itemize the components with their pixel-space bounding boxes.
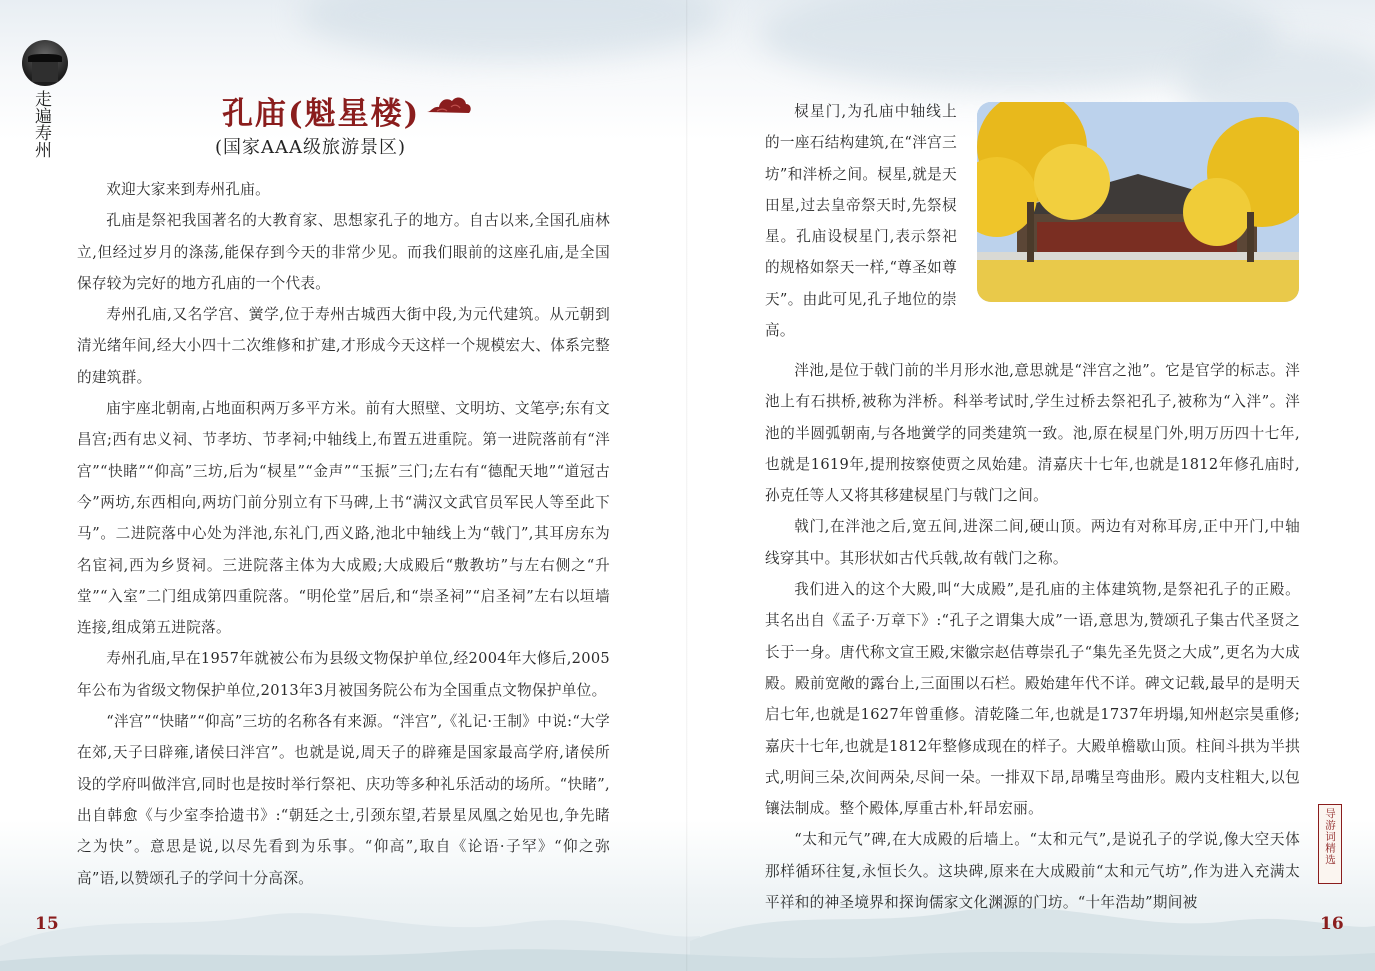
page-title: 孔庙(魁星楼) bbox=[222, 96, 421, 132]
paragraph: 寿州孔庙,又名学宫、黉学,位于寿州古城西大街中段,为元代建筑。从元朝到清光绪年间,经大小四十二次维修和扩建,才形成今天这样一个规模宏大、体系完整的建筑群。 bbox=[77, 306, 610, 386]
paragraph: “太和元气”碑,在大成殿的后墙上。“太和元气”,是说孔子的学说,像大空天体那样循环往复,永恒长久。这块碑,原来在大成殿前“太和元气坊”,作为进入充满太平祥和的神圣境界和探询儒家文化渊源的门坊。“十年浩劫”期间被 bbox=[765, 831, 1300, 912]
cloud-ornament-icon bbox=[425, 92, 473, 118]
temple-photo bbox=[977, 102, 1299, 302]
paragraph: 我们进入的这个大殿,叫“大成殿”,是孔庙的主体建筑物,是祭祀孔子的正殿。其名出自《孟子·万章下》:“孔子之谓集大成”一语,意思为,赞颂孔子集古代圣贤之长于一身。唐代称文宣王殿,宋徽宗赵佶尊崇孔子“集先圣先贤之大成”,更名为大成殿。殿前宽敞的露台上,三面围以石栏。殿始建年代不详。碑文记载,最早的是明天启七年,也就是1627年曾重修。清乾隆二年,也就是1737年坍塌,知州赵宗昊重修;嘉庆十七年,也就是1812年整修成现在的样子。大殿单檐歇山顶。柱间斗拱为半拱式,明间三朵,次间两朵,尽间一朵。一排双下昂,昂嘴呈弯曲形。殿内支柱粗大,以包镶法制成。整个殿体,厚重古朴,轩昂宏丽。 bbox=[765, 581, 1300, 818]
temple-illustration bbox=[977, 102, 1299, 302]
page-number-left: 15 bbox=[35, 914, 59, 934]
logo-text: 走遍寿州 bbox=[31, 90, 51, 158]
page-gutter bbox=[686, 0, 688, 971]
left-column bbox=[77, 174, 610, 894]
paragraph: 棂星门,为孔庙中轴线上的一座石结构建筑,在“泮宫三坊”和泮桥之间。棂星,就是天田星,过去皇帝祭天时,先祭棂星。孔庙设棂星门,表示祭祀的规格如祭天一样,“尊圣如尊天”。由此可见,孔子地位的崇高。 bbox=[765, 103, 957, 340]
paragraph: 寿州孔庙,早在1957年就被公布为县级文物保护单位,经2004年大修后,2005年公布为省级文物保护单位,2013年3月被国务院公布为全国重点文物保护单位。 bbox=[77, 650, 610, 699]
paragraph: 孔庙是祭祀我国著名的大教育家、思想家孔子的地方。自古以来,全国孔庙林立,但经过岁月的涤荡,能保存到今天的非常少见。而我们眼前的这座孔庙,是全国保存较为完好的地方孔庙的一个代表。 bbox=[77, 212, 610, 292]
sky-cloud bbox=[300, 0, 720, 60]
paragraph: 欢迎大家来到寿州孔庙。 bbox=[106, 181, 271, 198]
logo bbox=[22, 40, 68, 160]
page-subtitle: (国家AAA级旅游景区) bbox=[215, 137, 407, 158]
paragraph: 戟门,在泮池之后,宽五间,进深二间,硬山顶。两边有对称耳房,正中开门,中轴线穿其中。其形状如古代兵戟,故有戟门之称。 bbox=[765, 518, 1300, 567]
paragraph: “泮宫”“快睹”“仰高”三坊的名称各有来源。“泮宫”,《礼记·王制》中说:“大学在郊,天子曰辟雍,诸侯曰泮宫”。也就是说,周天子的辟雍是国家最高学府,诸侯所设的学府叫做泮宫,同时也是按时举行祭祀、庆功等多种礼乐活动的场所。“快睹”,出自韩愈《与少室李拾遗书》:“朝廷之士,引颈东望,若景星凤凰之始见也,争先睹之为快”。意思是说,以尽先看到为乐事。“仰高”,取自《论语·子罕》“仰之弥高”语,以赞颂孔子的学问十分高深。 bbox=[77, 713, 610, 887]
page-number-right: 16 bbox=[1320, 914, 1344, 934]
paragraph: 泮池,是位于戟门前的半月形水池,意思就是“泮宫之池”。它是官学的标志。泮池上有石拱桥,被称为泮桥。科举考试时,学生过桥去祭祀孔子,被称为“入泮”。泮池的半圆弧朝南,与各地黉学的同类建筑一致。池,原在棂星门外,明万历四十七年,也就是1619年,提刑按察使贾之凤始建。清嘉庆十七年,也就是1812年修孔庙时,孙克任等人又将其移建棂星门与戟门之间。 bbox=[765, 362, 1300, 505]
section-tab bbox=[1318, 804, 1342, 884]
right-column bbox=[765, 355, 1300, 918]
right-top-column bbox=[765, 96, 957, 346]
section-tab-label: 导游词精选 bbox=[1324, 808, 1336, 866]
paragraph: 庙宇座北朝南,占地面积两万多平方米。前有大照壁、文明坊、文笔亭;东有文昌宫;西有忠义祠、节孝坊、节孝祠;中轴线上,布置五进重院。第一进院落前有“泮宫”“快睹”“仰高”三坊,后为“棂星”“金声”“玉振”三门;左右有“德配天地”“道冠古今”两坊,东西相向,两坊门前分别立有下马碑,上书“满汉文武官员军民人等至此下马”。二进院落中心处为泮池,东礼门,西义路,池北中轴线上为“戟门”,其耳房东为名宦祠,西为乡贤祠。三进院落主体为大成殿;大成殿后“敷教坊”与左右侧之“升堂”“入室”二门组成第四重院落。“明伦堂”居后,和“崇圣祠”“启圣祠”左右以垣墙连接,组成第五进院落。 bbox=[77, 400, 610, 637]
city-gate-icon bbox=[22, 40, 68, 86]
